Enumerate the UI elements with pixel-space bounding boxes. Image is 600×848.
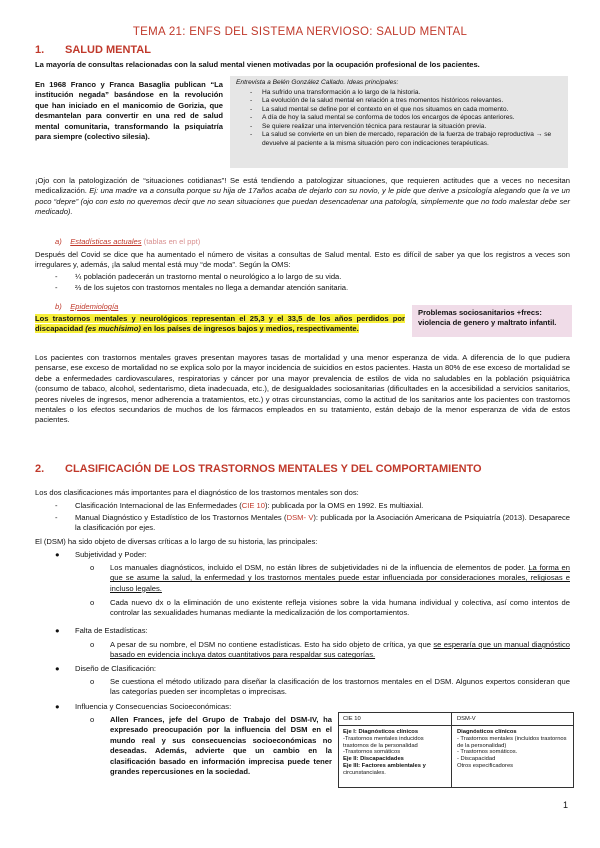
stat-bullet: - bbox=[55, 283, 58, 292]
table-cie-line: Eje III: Factores ambientales y bbox=[343, 762, 426, 769]
clasificaciones-intro: Los dos clasificaciones más importantes para el diagnóstico de los trastornos mentales son dos: bbox=[35, 488, 359, 497]
critica-sub-bullet: o bbox=[90, 677, 95, 686]
cie-dsm-table bbox=[338, 712, 574, 788]
section-1-number: 1. bbox=[35, 44, 45, 56]
section-1-heading bbox=[35, 44, 151, 56]
patologizacion-example: Ej: una madre va a consulta porque su hija de 17años acaba de dejarlo con su novio, y le pide que derive a psicología alegando que la ve un poco “depre” (ojo con esto no queremos decir que no sean situaciones que puedan desencadenar una patología, simplemente que no todo malestar debe ser medicado). bbox=[35, 186, 570, 217]
cie-code: CIE 10 bbox=[241, 501, 265, 510]
interview-item: - La salud mental se define por el contexto en el que nos situamos en cada momento. bbox=[262, 106, 562, 115]
critica-sub-plain: A pesar de su nombre, el DSM no contiene estadísticas. Esto ha sido objeto de crítica, ya que bbox=[110, 640, 434, 649]
table-dsm-line: de la personalidad) bbox=[457, 742, 507, 749]
critica-sub-bullet: o bbox=[90, 598, 95, 607]
table-dsm-line: Diagnósticos clínicos bbox=[457, 729, 517, 735]
interview-item: - Ha sufrido una transformación a lo largo de la historia. bbox=[262, 89, 562, 98]
table-dsm-cell bbox=[457, 729, 567, 770]
epidemiologia-paragraph bbox=[35, 314, 405, 335]
subsection-a-note: (tablas en el ppt) bbox=[141, 237, 201, 246]
critica-sub-text bbox=[110, 563, 570, 594]
critica-bullet: ● bbox=[55, 550, 60, 559]
sociosanitarios-box: Problemas sociosanitarios +frecs: violencia de genero y maltrato infantil. bbox=[412, 305, 572, 337]
table-cie-line: -Trastornos mentales inducidos bbox=[343, 735, 424, 742]
critica-sub-text: Se cuestiona el método utilizado para diseñar la clasificación de los trastornos mentales en el DSM. Algunos expertos consideran que las categorías pueden ser incompletas o imprecisas. bbox=[110, 677, 570, 697]
section-2-heading bbox=[35, 463, 482, 475]
table-cie-line: trastornos de la personalidad bbox=[343, 742, 418, 749]
critica-sub-underlined: La forma en que se asume la salud, la enfermedad y los trastornos mentales puede estar influenciada por consideraciones morales, religiosas e incluso legales. bbox=[110, 563, 571, 593]
basaglia-text: En 1968 Franco y Franca Basaglia publican “La institución negada” basándose en la revolución que han iniciado en el manicomio de Gorizia, que desmantelan para convertir en una red de salud mental comunitaria, transformando la psiquiatría para siempre bbox=[35, 80, 223, 142]
table-cie-line: Eje II: Discapacidades bbox=[343, 756, 404, 763]
mortalidad-paragraph: Los pacientes con trastornos mentales graves presentan mayores tasas de mortalidad y una menor esperanza de vida. A diferencia de lo que pudiera pensarse, ese exceso de mortalidad no se explica solo por la mayor incidencia de suicidios en estos pacientes. Hasta un 80% de ese exceso de mortalidad se debe a enfermedades cardiovasculares, respiratorias y cáncer por una mayor prevalencia de estilos de vida no saludables en la población psiquiátrica (consumo de tabaco, alcohol, sedentarismo, dieta inadecuada, etc.), de desigualdades sociosanitarias (dificultades en la accesibilidad a servicios sanitarios, peores niveles de ingresos, menor adherencia a tratamientos, etc.) y otras circunstancias, como la actitud de los sanitarios ante los pacientes con trastornos mentales o los efectos secundarios de muchos de los fármacos empleados en su tratamiento, están debajo de la menor esperanza de vida de estos pacientes. bbox=[35, 353, 570, 425]
section-2-number: 2. bbox=[35, 463, 45, 475]
section-2-title: CLASIFICACIÓN DE LOS TRASTORNOS MENTALES Y DEL COMPORTAMIENTO bbox=[65, 463, 482, 475]
table-cie-line: -Trastornos somáticos bbox=[343, 749, 401, 756]
critica-title: Subjetividad y Poder: bbox=[75, 550, 147, 559]
table-cie-line: circunstanciales. bbox=[343, 769, 386, 776]
table-dsm-line: - Discapacidad bbox=[457, 756, 496, 763]
critica-sub-text: Allen Frances, jefe del Grupo de Trabajo del DSM-IV, ha expresado preocupación por la influencia del DSM en el mundo real y sus consecuencias socioeconómicas no deseadas. Además, advierte que un cambio en la clasificación basado en información imprecisa puede tener grandes repercusiones en la sociedad. bbox=[110, 715, 332, 777]
table-header-dsm: DSM-V bbox=[457, 716, 476, 722]
subsection-b-label: b) bbox=[55, 302, 62, 311]
critica-bullet: ● bbox=[55, 664, 60, 673]
dsm-code: DSM- V bbox=[286, 513, 314, 522]
cie-text-b: ): publicada por la OMS en 1992. Es multiaxial. bbox=[264, 501, 424, 510]
critica-bullet: ● bbox=[55, 702, 60, 711]
cie-text-a: Clasificación Internacional de las Enfermedades ( bbox=[75, 501, 242, 510]
cie-item bbox=[75, 501, 570, 511]
page-number: 1 bbox=[562, 800, 568, 810]
patologizacion-text: ¡Ojo con la patologización de “situaciones cotidianas”! Se está tendiendo a patologizar situaciones, que requieren actitudes que a veces no necesitan medicalización. bbox=[35, 176, 570, 196]
epi-highlight: Los trastornos mentales y neurológicos representan el 25,3 y el 33,5 de los años perdidos por discapacidad bbox=[35, 314, 405, 334]
subsection-a-heading bbox=[55, 237, 200, 246]
table-cie-cell bbox=[343, 729, 426, 777]
subsection-b-title: Epidemiología bbox=[70, 302, 119, 311]
table-cie-line: Eje I: Diagnósticos clínicos bbox=[343, 729, 419, 735]
critica-sub-bullet: o bbox=[90, 563, 95, 572]
clasif-bullet: - bbox=[55, 501, 58, 510]
epi-highlight-aside: (es muchísimo) bbox=[83, 324, 141, 334]
basaglia-paragraph bbox=[35, 80, 223, 142]
table-dsm-line: Otros especificadores bbox=[457, 762, 514, 769]
stat-bullet: - bbox=[55, 272, 58, 281]
basaglia-source: (colectivo silesia). bbox=[84, 132, 150, 142]
interview-list bbox=[236, 89, 562, 149]
section-1-title: SALUD MENTAL bbox=[65, 44, 151, 56]
epi-highlight-end: en los países de ingresos bajos y medios, respectivamente. bbox=[140, 324, 359, 334]
interview-item: - A día de hoy la salud mental se conforma de todos los encargos de épocas anteriores. bbox=[262, 114, 562, 123]
critica-title: Falta de Estadísticas: bbox=[75, 626, 148, 635]
critica-sub-text bbox=[110, 640, 570, 661]
interview-item: - Se quiere realizar una intervención técnica para restaurar la situación previa. bbox=[262, 123, 562, 132]
critica-title: Diseño de Clasificación: bbox=[75, 664, 157, 673]
table-header-cie: CIE 10 bbox=[343, 716, 361, 722]
table-dsm-line: - Trastornos somáticos. bbox=[457, 749, 518, 756]
stat-item: ¼ población padecerán un trastorno mental o neurológico a lo largo de su vida. bbox=[75, 272, 342, 281]
critica-sub-bullet: o bbox=[90, 640, 95, 649]
patologizacion-paragraph bbox=[35, 176, 570, 218]
criticas-intro: El (DSM) ha sido objeto de diversas críticas a lo largo de su historia, las principales: bbox=[35, 537, 318, 546]
interview-lead: Entrevista a Belén González Callado. Ideas principales: bbox=[236, 79, 399, 86]
critica-sub-underlined: se esperaría que un manual diagnóstico basado en evidencia incluya datos cuantitativos para respaldar sus categorías. bbox=[110, 640, 570, 660]
dsm-text-a: Manual Diagnóstico y Estadístico de los Trastornos Mentales ( bbox=[75, 513, 287, 522]
clasif-bullet: - bbox=[55, 513, 58, 522]
document-header: TEMA 21: ENFS DEL SISTEMA NERVIOSO: SALUD MENTAL bbox=[132, 26, 468, 38]
subsection-a-label: a) bbox=[55, 237, 62, 246]
critica-sub-bullet: o bbox=[90, 715, 95, 724]
interview-box bbox=[230, 76, 568, 168]
subsection-b-heading bbox=[55, 302, 118, 311]
dsm-item bbox=[75, 513, 570, 534]
stat-item: ⅔ de los sujetos con trastornos mentales no llega a demandar atención sanitaria. bbox=[75, 283, 349, 292]
interview-item: - La salud se convierte en un bien de mercado, reparación de la fuerza de trabajo reproductiva → se devuelve al paciente a la misma situación pero con indicaciones terapéuticas. bbox=[262, 131, 562, 148]
critica-sub-text: Cada nuevo dx o la eliminación de uno existente refleja visiones sobre la vida humana individual y colectiva, así como intentos de controlar las sexualidades humanas mediante la medicalización de los comportamientos. bbox=[110, 598, 570, 618]
interview-item: - La evolución de la salud mental en relación a tres momentos históricos relevantes. bbox=[262, 97, 562, 106]
intro-paragraph: La mayoría de consultas relacionadas con la salud mental vienen motivadas por la ocupación profesional de los pacientes. bbox=[35, 60, 480, 69]
critica-title: Influencia y Consecuencias Socioeconómicas: bbox=[75, 702, 232, 711]
subsection-a-title: Estadísticas actuales bbox=[70, 237, 142, 246]
dsm-text-b: ): publicada por la Asociación Americana de Psiquiatría (2013). Desaparece la clasificación por ejes. bbox=[75, 513, 570, 533]
table-dsm-line: - Trastornos mentales (incluidos trastornos bbox=[457, 735, 567, 742]
critica-bullet: ● bbox=[55, 626, 60, 635]
estadisticas-paragraph: Después del Covid se dice que ha aumentado el número de visitas a consultas de Salud mental. Esto es difícil de saber ya que los registros a veces son irregulares y, además, ¡la salud mental está muy “de moda”. Según la OMS: bbox=[35, 250, 570, 270]
critica-sub-plain: Los manuales diagnósticos, incluido el DSM, no están libres de subjetividades ni de la influencia de elementos de poder. bbox=[110, 563, 529, 572]
